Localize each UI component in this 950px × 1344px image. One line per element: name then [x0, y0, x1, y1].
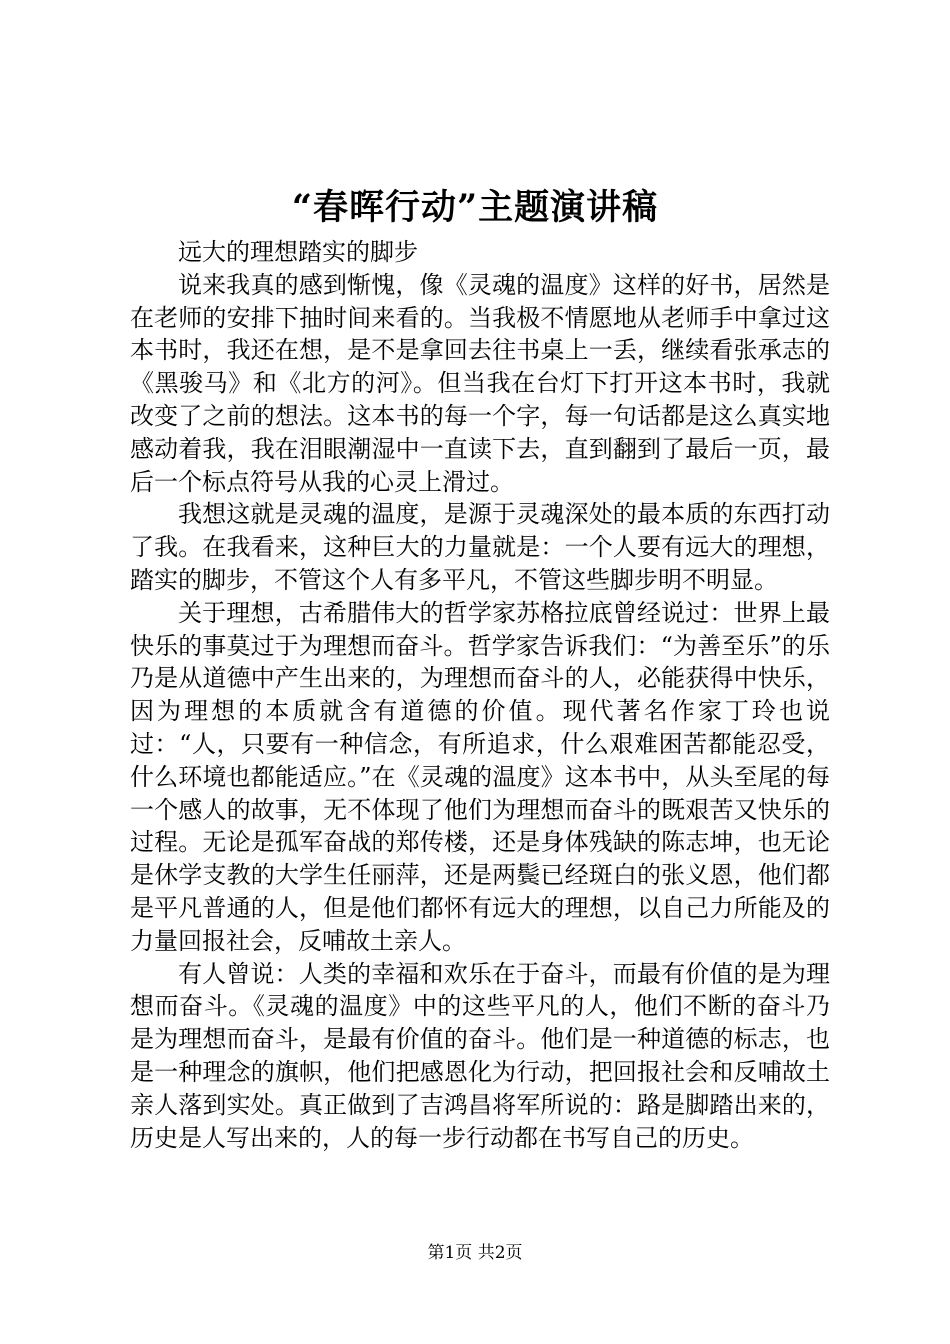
paragraph-4: 有人曾说：人类的幸福和欢乐在于奋斗，而最有价值的是为理想而奋斗。《灵魂的温度》中的这些平凡的人，他们不断的奋斗乃是为理想而奋斗，是最有价值的奋斗。他们是一种道德的标志，也是一种理念的旗帜，他们把感恩化为行动，把回报社会和反哺故土亲人落到实处。真正做到了吉鸿昌将军所说的：路是脚踏出来的，历史是人写出来的，人的每一步行动都在书写自己的历史。 — [130, 959, 830, 1152]
page-number-footer: 第1页 共2页 — [427, 1243, 523, 1263]
paragraph-2: 我想这就是灵魂的温度，是源于灵魂深处的最本质的东西打动了我。在我看来，这种巨大的力量就是：一个人要有远大的理想，踏实的脚步，不管这个人有多平凡，不管这些脚步明不明显。 — [130, 500, 830, 594]
document-title: “春晖行动”主题演讲稿 — [291, 187, 659, 228]
speech-subtitle: 远大的理想踏实的脚步 — [178, 238, 418, 266]
paragraph-3: 关于理想，古希腊伟大的哲学家苏格拉底曾经说过：世界上最快乐的事莫过于为理想而奋斗。哲学家告诉我们：“为善至乐”的乐乃是从道德中产生出来的，为理想而奋斗的人，必能获得中快乐，因为理想的本质就含有道德的价值。现代著名作家丁玲也说过：“人，只要有一种信念，有所追求，什么艰难困苦都能忍受，什么环境也都能适应。”在《灵魂的温度》这本书中，从头至尾的每一个感人的故事，无不体现了他们为理想而奋斗的既艰苦又快乐的过程。无论是孤军奋战的郑传楼，还是身体残缺的陈志坤，也无论是休学支教的大学生任丽萍，还是两鬓已经斑白的张义恩，他们都是平凡普通的人，但是他们都怀有远大的理想，以自己力所能及的力量回报社会，反哺故土亲人。 — [130, 598, 830, 955]
document-body — [130, 236, 830, 1154]
paragraph-1: 说来我真的感到惭愧，像《灵魂的温度》这样的好书，居然是在老师的安排下抽时间来看的。当我极不情愿地从老师手中拿过这本书时，我还在想，是不是拿回去往书桌上一丢，继续看张承志的《黑骏马》和《北方的河》。但当我在台灯下打开这本书时，我就改变了之前的想法。这本书的每一个字，每一句话都是这么真实地感动着我，我在泪眼潮湿中一直读下去，直到翻到了最后一页，最后一个标点符号从我的心灵上滑过。 — [130, 270, 830, 496]
